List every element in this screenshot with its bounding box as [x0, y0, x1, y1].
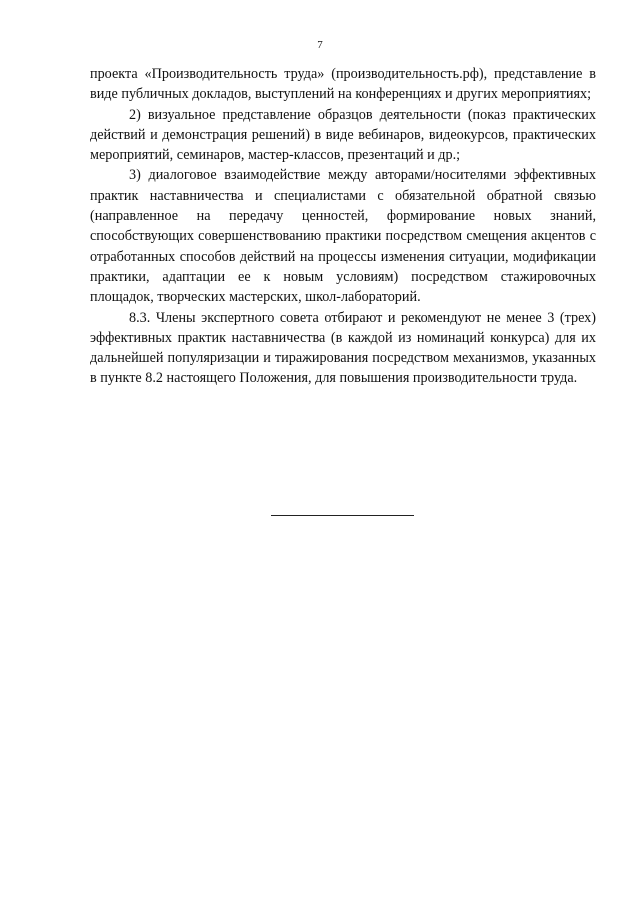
- document-body: [90, 64, 596, 389]
- paragraph-continuation: проекта «Производительность труда» (производительность.рф), представление в виде публичных докладов, выступлений на конференциях и других мероприятиях;: [90, 66, 596, 103]
- page-number: 7: [317, 39, 323, 51]
- end-separator-line: [271, 515, 414, 516]
- list-item-3: 3) диалоговое взаимодействие между авторами/носителями эффективных практик наставничества и специалистами с обязательной обратной связью (направленное на передачу ценностей, формирование новых знаний, способствующих совершенствованию практики посредством смещения акцентов с отработанных способов действий на процессы изменения ситуации, модификации практики, адаптации ее к новым условиям) посредством стажировочных площадок, творческих мастерских, школ-лабораторий.: [90, 167, 596, 306]
- list-item-2: 2) визуальное представление образцов деятельности (показ практических действий и демонстрация решений) в виде вебинаров, видеокурсов, практических мероприятий, семинаров, мастер-классов, презентаций и др.;: [90, 106, 596, 164]
- section-8-3-paragraph: 8.3. Члены экспертного совета отбирают и рекомендуют не менее 3 (трех) эффективных практик наставничества (в каждой из номинаций конкурса) для их дальнейшей популяризации и тиражирования посредством механизмов, указанных в пункте 8.2 настоящего Положения, для повышения производительности труда.: [90, 309, 596, 387]
